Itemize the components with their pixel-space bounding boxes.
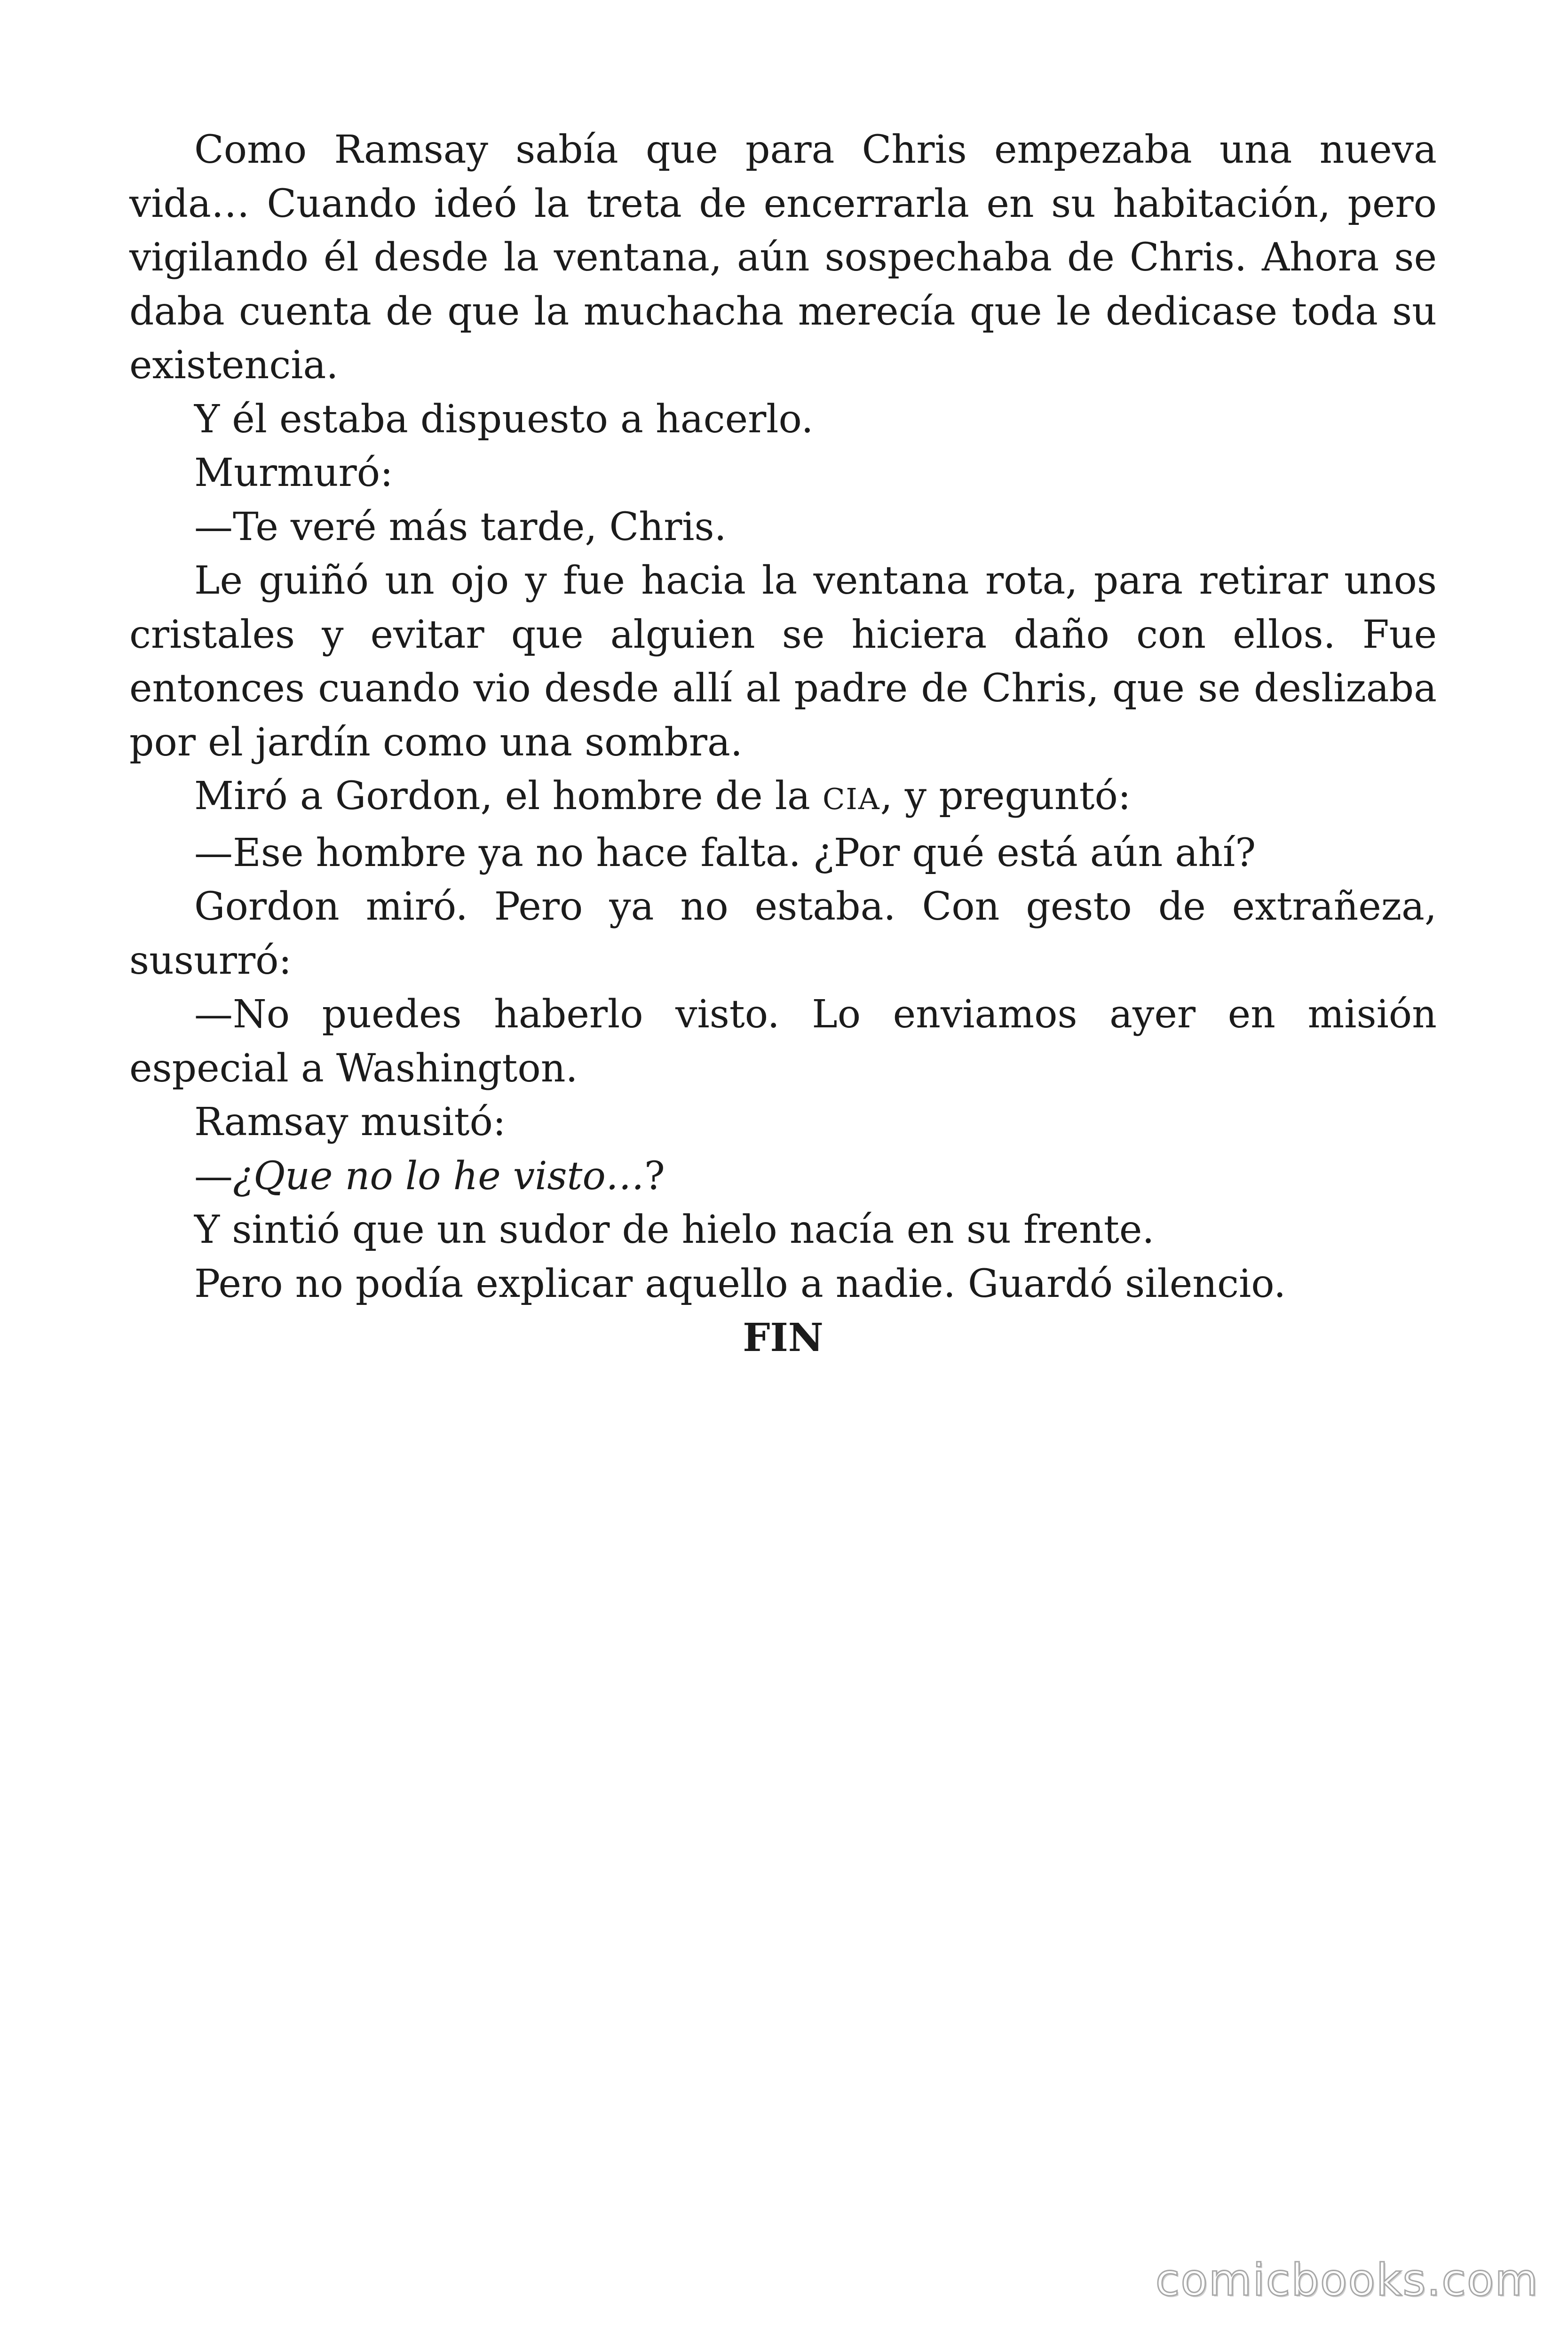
acronym-cia: CIA — [822, 782, 880, 816]
book-page-text — [129, 123, 1437, 1365]
paragraph-broken-window: Le guiñó un ojo y fue hacia la ventana rota, para retirar unos cristales y evitar que alguien se hiciera daño con ellos. Fue entonces cuando vio desde allí al padre de Chris, que se deslizaba por el jardín como una sombra. — [129, 558, 1437, 765]
paragraph-ramsay-muttered: Ramsay musitó: — [194, 1100, 506, 1144]
dialogue-washington: —No puedes haberlo visto. Lo enviamos ayer en misión especial a Washington. — [129, 992, 1437, 1091]
paragraph-cold-sweat: Y sintió que un sudor de hielo nacía en su frente. — [194, 1208, 1155, 1252]
paragraph-gordon-cia-before: Miró a Gordon, el hombre de la — [194, 774, 823, 818]
paragraph-ramsay-new-life: Como Ramsay sabía que para Chris empezaba una nueva vida… Cuando ideó la treta de encerrarla en su habitación, pero vigilando él desde la ventana, aún sospechaba de Chris. Ahora se daba cuenta de que la muchacha merecía que le dedicase toda su existencia. — [129, 127, 1437, 388]
dialogue-dash: — — [194, 1153, 233, 1199]
paragraph-silence: Pero no podía explicar aquello a nadie. Guardó silencio. — [194, 1261, 1286, 1306]
dialogue-see-you-later: —Te veré más tarde, Chris. — [194, 504, 727, 549]
end-mark: FIN — [743, 1315, 824, 1360]
paragraph-murmured: Murmuró: — [194, 451, 393, 495]
watermark: comicbooks.com — [1155, 2255, 1539, 2306]
paragraph-gordon-cia — [129, 770, 1437, 826]
paragraph-willing: Y él estaba dispuesto a hacerlo. — [194, 397, 814, 442]
dialogue-not-seen — [129, 1150, 1437, 1204]
dialogue-why-still-there: —Ese hombre ya no hace falta. ¿Por qué está aún ahí? — [194, 830, 1256, 875]
dialogue-question-close: ? — [644, 1153, 665, 1199]
dialogue-italic-question: ¿Que no lo he visto… — [233, 1153, 644, 1199]
paragraph-gordon-cia-after: , y preguntó: — [880, 774, 1131, 818]
paragraph-gordon-looked: Gordon miró. Pero ya no estaba. Con gesto de extrañeza, susurró: — [129, 884, 1437, 983]
